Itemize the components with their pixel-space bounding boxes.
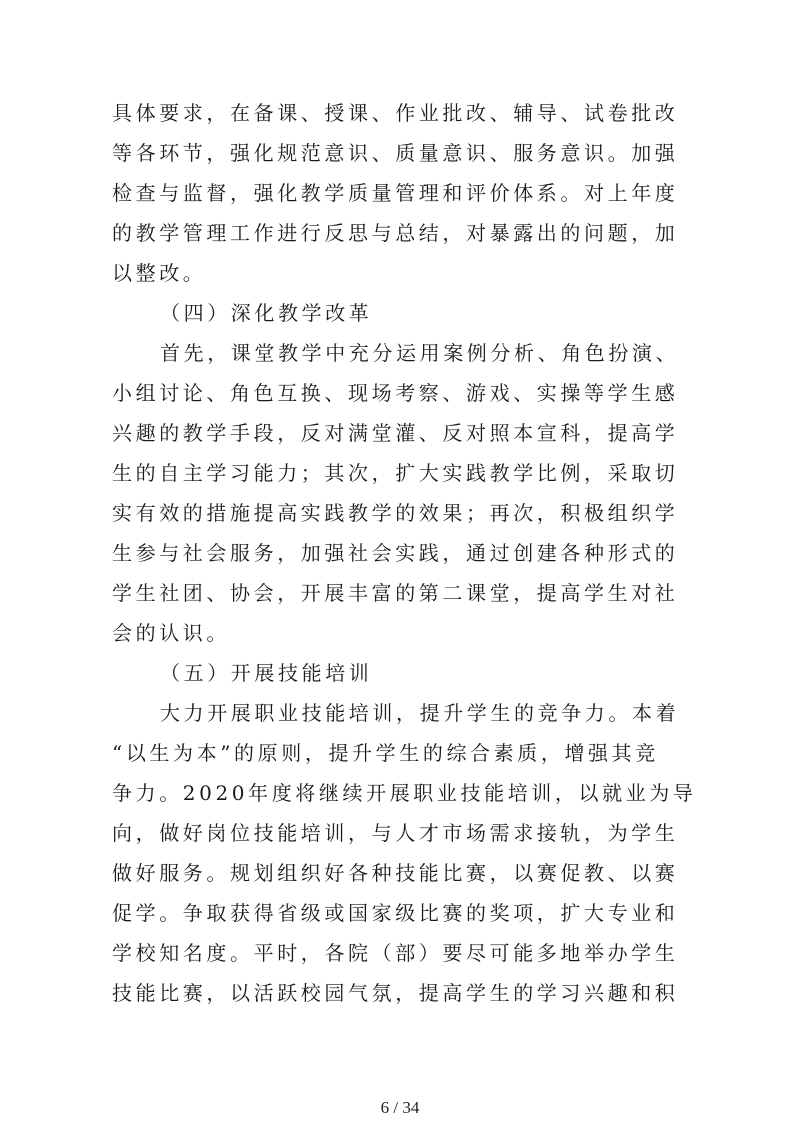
paragraph-line: 学校知名度。平时，各院（部）要尽可能多地举办学生 [112, 941, 679, 965]
paragraph-line: 小组讨论、角色互换、现场考察、游戏、实操等学生感 [112, 381, 679, 405]
paragraph-line: 大力开展职业技能培训，提升学生的竞争力。本着 [160, 701, 680, 725]
page-number: 6 / 34 [380, 1098, 420, 1117]
paragraph-line: 促学。争取获得省级或国家级比赛的奖项，扩大专业和 [112, 901, 679, 925]
paragraph-line: 争力。2020年度将继续开展职业技能培训，以就业为导 [112, 781, 697, 805]
page-body [112, 93, 697, 1013]
section-heading-5: （五）开展技能培训 [160, 661, 373, 685]
paragraph-line: 实有效的措施提高实践教学的效果；再次，积极组织学 [112, 501, 679, 525]
paragraph-line: 生参与社会服务，加强社会实践，通过创建各种形式的 [112, 541, 679, 565]
paragraph-line: “以生为本”的原则，提升学生的综合素质，增强其竞 [112, 741, 659, 765]
paragraph-line: 向，做好岗位技能培训，与人才市场需求接轨，为学生 [112, 821, 679, 845]
section-heading-4: （四）深化教学改革 [160, 301, 373, 325]
paragraph-line: 做好服务。规划组织好各种技能比赛，以赛促教、以赛 [112, 861, 679, 885]
paragraph-line: 的教学管理工作进行反思与总结，对暴露出的问题，加 [112, 221, 679, 245]
paragraph-line: 会的认识。 [112, 621, 230, 645]
paragraph-line: 生的自主学习能力；其次，扩大实践教学比例，采取切 [112, 461, 679, 485]
paragraph-line: 首先，课堂教学中充分运用案例分析、角色扮演、 [160, 341, 680, 365]
paragraph-line: 技能比赛，以活跃校园气氛，提高学生的学习兴趣和积 [112, 981, 679, 1005]
paragraph-line: 检查与监督，强化教学质量管理和评价体系。对上年度 [112, 181, 679, 205]
paragraph-line: 以整改。 [112, 261, 207, 285]
paragraph-line: 学生社团、协会，开展丰富的第二课堂，提高学生对社 [112, 581, 679, 605]
paragraph-line: 具体要求，在备课、授课、作业批改、辅导、试卷批改 [112, 101, 679, 125]
paragraph-line: 等各环节，强化规范意识、质量意识、服务意识。加强 [112, 141, 679, 165]
paragraph-line: 兴趣的教学手段，反对满堂灌、反对照本宣科，提高学 [112, 421, 679, 445]
